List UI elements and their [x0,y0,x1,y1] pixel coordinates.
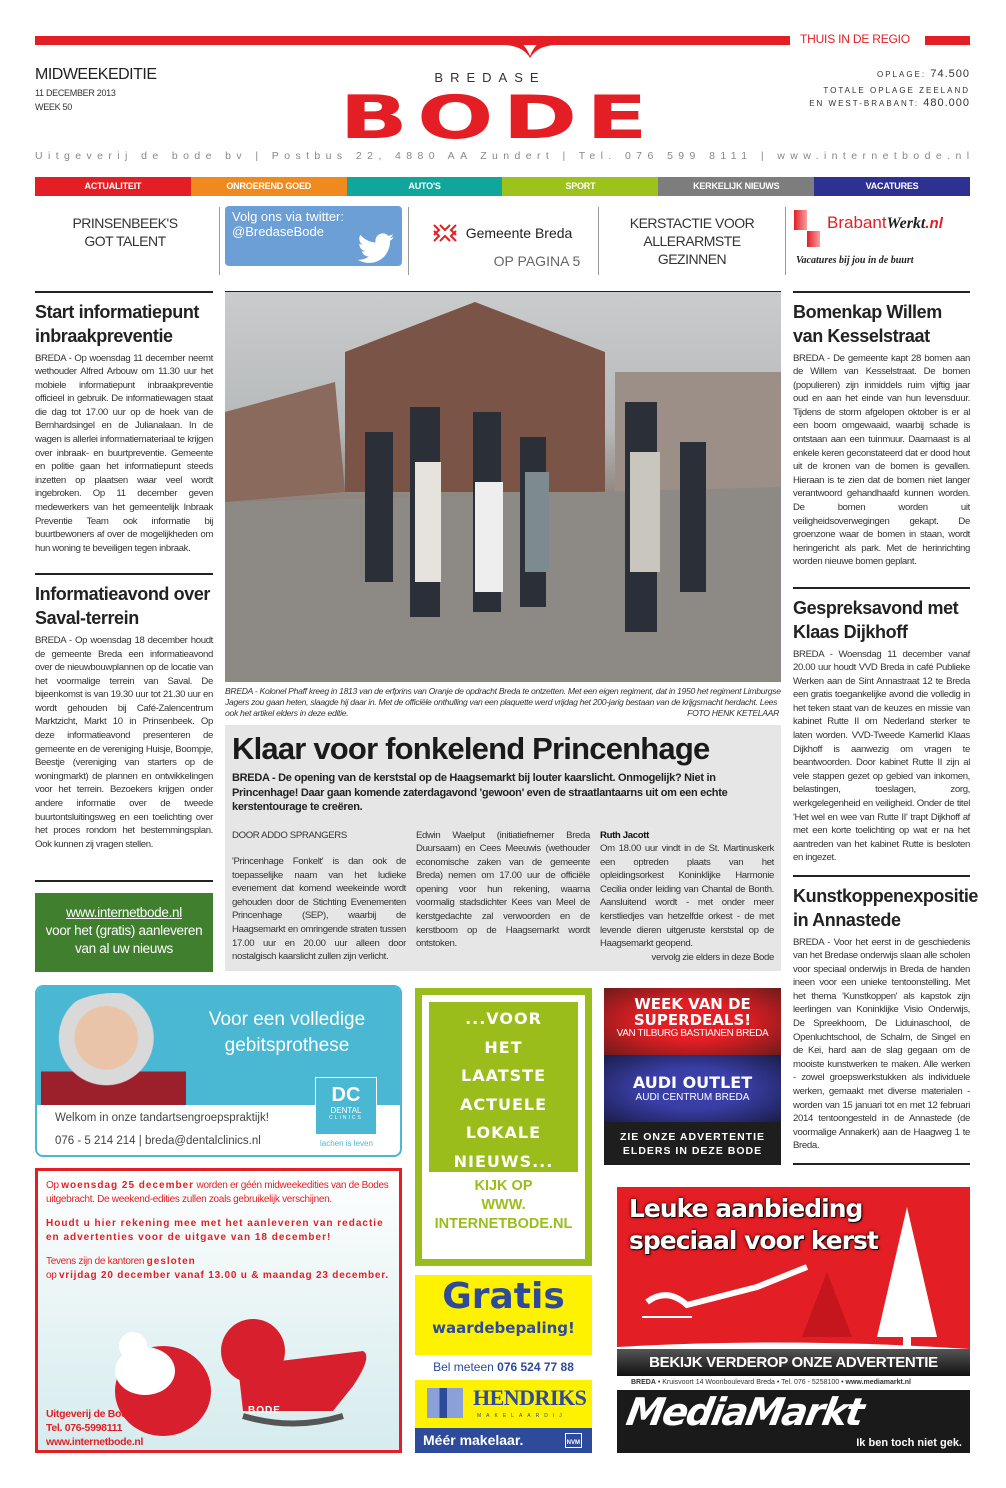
text: op [46,1270,60,1281]
article-body: Om 18.00 uur vindt in de St. Martinuskerk een optreden plaats van het opleidingsorkest Koninklijke Harmonie Cecilia onder leiding van Chantal de Bonth. Aansluitend wordt - met onder meer kerstliedjes van hetzelfde orkest - de met levende dieren uitgeruste kerststal op de Haagsemarkt geopend. [600,843,774,950]
nav-tab[interactable]: AUTO'S [347,177,503,196]
see-ad-banner: BEKIJK VERDEROP ONZE ADVERTENTIE [617,1349,970,1376]
holiday-notice-ad[interactable] [35,1168,402,1453]
publisher-address: Uitgeverij de bode bv | Postbus 22, 4880 AA Zundert | Tel. 076 599 8111 | www.internetbode.nl [35,150,975,162]
text[interactable]: www.mediamarkt.nl [845,1379,911,1386]
woman-photo [41,993,186,1105]
gratis-block [415,1275,592,1355]
main-lead: BREDA - De opening van de kerststal op de Haagsemarkt bij louter kaarslicht. Onmogelijk? Niet in Princenhage! Daar gaan komende zaterdagavond 'gewoon' even de straatlantaarns uit om een echte kerstentourage te creëren. [232,772,728,813]
article-body: BREDA - De gemeente kapt 28 bomen aan de Willem van Kesselstraat. De bomen (populieren) zijn inmiddels ruim vijftig jaar oud en aan het einde van hun levensduur. Tijdens de storm afgelopen oktober is er al een boom omgewaaid, waarbij schade is ontstaan aan een tuinmuur. Daarnaast is al enkele keren geconstateerd dat er dood hout uit de kronen van de bomen is gevallen. Hieraan is te zien dat de bomen niet langer verantwoord gehandhaafd kunnen worden. De bomen worden uit veiligheidsoverwegingen gekapt. De groenzone waar de bomen in staan, wordt heringericht als park. Met de herinrichting worden nieuwe bomen geplant. [793,352,970,568]
text: worden er géén midweekedities van de Bodes uitgebracht. De weekend-edities zullen zoals gebruikelijk verschijnen. [46,1180,389,1205]
gemeente-breda-promo[interactable] [412,205,592,277]
twitter-handle: @BredaseBode [232,224,324,239]
logo-sub: CLINICS [329,1115,363,1121]
twitter-promo[interactable] [225,206,402,266]
book-fold-icon [505,36,555,58]
dental-welcome: Welkom in onze tandartsengroepspraktijk! [55,1112,269,1124]
issue-date: 11 DECEMBER 2013 [35,88,116,98]
text[interactable]: www.internetbode.nl [46,1436,144,1448]
text: VAN TILBURG BASTIANEN BREDA [616,1028,769,1039]
masthead-rule [35,36,790,45]
text: Gratis [442,1276,565,1317]
headline-line: Voor een volledige [208,1009,366,1030]
divider [35,573,213,575]
subheading: Ruth Jacott [600,829,649,841]
article[interactable] [35,582,213,852]
text: KIJK OP [474,1178,533,1194]
logo-mark: DC [331,1084,361,1106]
christmas-tree-reindeer-illustration [617,1187,970,1349]
text: Tevens zijn de kantoren [46,1256,147,1267]
slogan-line: LOKALE [465,1123,542,1142]
nav-tab[interactable]: ONROEREND GOED [191,177,347,196]
continued-note: vervolg zie elders in deze Bode [651,951,774,963]
hendriks-makelaardij-ad[interactable] [415,1275,592,1453]
notice-para [46,1255,391,1283]
divider [408,207,409,275]
mediamarkt-logo: MediaMarkt [623,1390,866,1434]
slogan-line: ...VOOR [465,1009,542,1028]
text: BREDA [631,1379,656,1386]
nl-suffix: .nl [925,215,943,232]
superdeals-block [604,988,781,1055]
werkt-word: Werkt [886,215,926,232]
brabant-word: Brabant [827,213,887,232]
total-circulation [809,97,970,109]
main-headline[interactable]: Klaar voor fonkelend Princenhage [232,731,710,766]
circulation-label: OPLAGE: [876,70,927,79]
text: Méér makelaar. [423,1432,524,1448]
article-title[interactable]: Kunstkoppenexpositie in Annastede [793,885,979,930]
text: AUDI CENTRUM BREDA [635,1092,750,1103]
divider [35,291,213,293]
divider [793,587,970,589]
left-column [35,291,213,851]
kerst-banner [617,1187,970,1349]
twitter-bird-icon [356,232,396,264]
twitter-promo-line1: Volg ons via twitter: [232,209,344,224]
slogan-block [429,1002,578,1172]
slogan-line: LAATSTE [461,1066,546,1085]
brabantwerkt-logo-icon [807,231,820,247]
phone-line[interactable] [415,1355,592,1380]
text: Uitgeverij de Bode [46,1408,133,1420]
promo-line: van al uw nieuws [74,941,173,956]
article[interactable] [793,300,970,570]
text: woensdag 25 december [61,1180,195,1191]
slogan-line: NIEUWS... [453,1151,554,1171]
dental-contact[interactable]: 076 - 5 214 214 | breda@dentalclinics.nl [55,1135,261,1147]
total-circulation-value: 480.000 [923,97,970,109]
photo-credit: FOTO HENK KETELAAR [687,708,779,719]
article[interactable] [35,300,213,556]
kerstactie-text: KERSTACTIE VOOR ALLERARMSTE GEZINNEN [629,215,755,267]
dental-clinics-logo [315,1077,377,1135]
article[interactable] [793,596,970,866]
brabantwerkt-logo-icon [794,210,807,230]
text: ELDERS IN DEZE BODE [622,1145,763,1157]
article-title[interactable]: Informatieavond over Saval-terrein [35,583,211,628]
text: gesloten [146,1256,196,1267]
total-circulation-label-2: EN WEST-BRABANT: [809,99,919,108]
internetbode-ad[interactable] [415,988,592,1266]
paper-prefix: BREDASE [434,70,546,85]
dental-slogan: lachen is leven [320,1139,373,1148]
article-body: BREDA - Voor het eerst in de geschiedenis van het Bredase onderwijs slaan alle scholen voor speciaal onderwijs in Breda de handen ineen voor een unieke tentoonstelling. Met het thema 'Kunstkoppen' als kapstok zijn leerlingen van Koninklijke Visio Onderwijs, De Spreekhoorn, De Liduinaschool, de Openluchtschool, de Schalm, de Singel en de Kei, hard aan de slag gegaan om de mooiste kunstwerken te maken. Alle werken - zowel groepswerkstukken als individuele werken, gemaakt met diverse materialen - worden van 15 januari tot en met 12 februari 2014 tentoongesteld in de Annastede (de voormalige Annakerk) aan de Haagweg 1 te Breda. [793,936,970,1152]
divider [793,1163,970,1165]
slogan-line: HET [484,1037,523,1057]
divider [785,207,786,275]
submit-news-promo[interactable] [35,893,213,972]
text: SUPERDEALS! [633,1011,752,1029]
audi-ad[interactable] [604,988,781,1165]
caption-text: BREDA - Kolonel Phaff kreeg in 1813 van de erfprins van Oranje de opdracht Breda te ontzetten. Met een eigen regiment, dat in 1950 het regiment Limburgse Jagers zou gaan heten, slaagde hij daar in. Met de officiële onthulling van een plaquette werd vrijdag het 200-jarig bestaan van de krijgsmacht herdacht. Lees ook het artikel elders in deze editie. [225,686,781,719]
nav-tab[interactable]: VACATURES [814,177,970,196]
dental-headline [187,1007,387,1059]
text: vrijdag 20 december vanaf 13.00 u & maandag 23 december. [59,1270,389,1281]
dental-clinics-ad[interactable] [35,985,402,1157]
text: WEEK VAN DE [634,995,751,1013]
internetbode-link[interactable]: www.internetbode.nl [66,905,182,920]
text: Leuke aanbieding [629,1194,863,1223]
nvm-logo-icon: NVM [565,1433,582,1448]
issue-week: WEEK 50 [35,102,72,112]
divider [598,207,599,275]
article-body: BREDA - Woensdag 11 december vanaf 20.00 uur houdt VVD Breda in café Publieke Werken aan de Sint Annastraat 12 te Breda een gratis toegankelijke avond die volledig in het teken staat van de keuzes en missie van kabinet Rutte II om Nederland sterker te laten worden. VVD-Tweede Kamerlid Klaas Dijkhoff is aanwezig om vragen te beantwoorden. Door kabinet Rutte II zijn al vele stappen gezet op gebied van inkomen, belastingen, toeslagen, zorg, werkgelegenheid en veiligheid. Onder de titel 'Het wel en wee van Rutte II' trapt Dijkhoff af met een korte toelichting op wat er na het aantreden van het kabinet Rutte is besloten en ingezet. [793,648,970,864]
article[interactable] [793,884,979,1154]
article-body: Edwin Waelput (initiatiefnemer Breda Duursaam) en Cees Meeuwis (wethouder economische zaken van de gemeente Breda) nemen om 17.00 uur de officiële opening voor hun rekening, waarna voormalig stadsdichter Kees van Meel de kerstgedachte zal verwoorden en de kerstboom op de Haagsemarkt wordt ontstoken. [416,829,590,950]
hendriks-logo-block [415,1380,592,1428]
text: Kruisvoort 14 Woonboulevard Breda [662,1379,775,1386]
text: MAKELAARDIJ [477,1413,567,1419]
paper-logo: BODE [339,83,657,153]
right-column [793,291,979,1165]
soldiers-photo-illustration [225,292,781,682]
store-info: BREDA • Kruisvoort 14 Woonboulevard Breda • Tel. 076 - 5258100 • www.mediamarkt.nl [631,1379,911,1386]
text: Op [46,1180,62,1191]
article-body: BREDA - Op woensdag 18 december houdt de gemeente Breda een informatieavond over de nieuwbouwplannen op de locatie van het voormalige terrein van Saval. De bijeenkomst is van 19.30 uur tot 21.30 uur en wordt gehouden bij Café-Zalencentrum Marktzicht, Markt 10 in Prinsenbeek. Op deze informatieavond presenteren de gemeente en de vereniging Huisje, Boompje, Beestje (vereniging van starters op de woningmarkt) de plannen en ontwikkelingen voor het terrein. Bezoekers krijgen onder andere informatie over de tweede buurtontsluitingsweg en een toelichting over het proces rondom het bestemmingsplan. Ook kunnen zij vragen stellen. [35,634,213,850]
photo-caption [225,686,781,720]
mediamarkt-slogan: Ik ben toch niet gek. [856,1437,962,1449]
gemeente-breda-logo-icon [432,223,458,243]
total-circulation-label: TOTALE OPLAGE ZEELAND [823,86,970,95]
divider [35,880,213,882]
masthead-rule-end [925,36,970,45]
brabantwerkt-slogan: Vacatures bij jou in de buurt [796,255,914,266]
nav-tab[interactable]: KERKELIJK NIEUWS [658,177,814,196]
article-title[interactable]: Gespreksavond met Klaas Dijkhoff [793,597,959,642]
region-tag: THUIS IN DE REGIO [800,32,910,46]
slogan-bar [415,1428,592,1453]
outlet-block [604,1055,781,1122]
slogan-line: ACTUELE [459,1094,548,1114]
see-ad-block [604,1122,781,1165]
sleigh-bode-logo: BODE [248,1405,281,1416]
logo-name: DENTAL [330,1106,362,1115]
article-title[interactable]: Bomenkap Willem van Kesselstraat [793,301,942,346]
page-reference: OP PAGINA 5 [493,253,581,269]
nav-tab[interactable]: SPORT [502,177,658,196]
gemeente-breda-name: Gemeente Breda [465,225,573,241]
text: ZIE ONZE ADVERTENTIE [619,1131,766,1143]
section-nav [35,177,970,196]
divider [793,291,970,293]
promo-talent-text: PRINSENBEEK'S GOT TALENT [72,215,178,249]
divider [219,207,220,275]
circulation-value: 74.500 [930,68,970,80]
kerstactie-promo[interactable] [602,205,782,277]
news-photo[interactable] [225,292,781,682]
promo-line: voor het (gratis) aanleveren [45,923,203,938]
notice-para: Houdt u hier rekening mee met het aanleveren van redactie en advertenties voor de uitgave van 18 december! [46,1218,384,1243]
main-article[interactable] [225,725,781,971]
text: waardebepaling! [432,1319,575,1337]
headline-line: gebitsprothese [224,1035,350,1056]
article-body: BREDA - Op woensdag 11 december neemt wethouder Alfred Arbouw om 11.30 uur het mobiele informatiepunt inbraakpreventie officieel in gebruik. De informatiewagen staat die dag tot 17.00 uur op de hoek van de Bernhardsingel en de Julianalaan. In de wagen is allerlei informatiemateriaal te krijgen over inbraak- en buurtpreventie. Gemeente en politie gaan het informatiepunt steeds inzetten op plaatsen waar veel wordt ingebroken. Op 11 december geven medewerkers van het gemeentelijk Inbraak Preventie Team ook informatie bij buurtbewoners af over de mogelijkheden om hun woning te beveiligen tegen inbraak. [35,352,213,554]
text: INTERNETBODE.NL [434,1216,573,1232]
promo-talent[interactable] [35,205,215,277]
text: speciaal voor kerst [629,1226,878,1255]
article-body: 'Princenhage Fonkelt' is dan ook de toepasselijke naam van het ludieke evenement dat komend weekeinde wordt gehouden door de Stichting Evenementen Princenhage (SEP), waarbij de Haagsemarkt en omringende straten tussen 17.00 uur en 20.00 uur alleen door nostalgisch kaarslicht zullen zijn verlicht. [232,856,406,963]
mediamarkt-ad[interactable] [617,1187,970,1453]
phone-number: 076 524 77 88 [497,1360,574,1374]
edition-label: MIDWEEKEDITIE [35,66,157,83]
hendriks-logo-icon [427,1388,463,1418]
publisher-contact [46,1407,143,1449]
notice-para [46,1179,391,1207]
mediamarkt-logo-block [617,1390,970,1453]
text: WWW. [481,1197,526,1213]
text: Bel meteen [433,1360,498,1374]
article-title[interactable]: Start informatiepunt inbraakpreventie [35,301,200,346]
text: Tel. 076-5998111 [46,1422,123,1434]
text: Tel. 076 - 5258100 [781,1379,840,1386]
divider [793,875,970,877]
text: HENDRIKS [473,1385,587,1410]
text: AUDI OUTLET [632,1073,753,1092]
circulation [877,68,970,80]
brabantwerkt-promo[interactable] [792,205,972,277]
byline: DOOR ADDO SPRANGERS [232,829,347,841]
nav-tab[interactable]: ACTUALITEIT [35,177,191,196]
internetbode-cta[interactable] [429,1177,578,1234]
